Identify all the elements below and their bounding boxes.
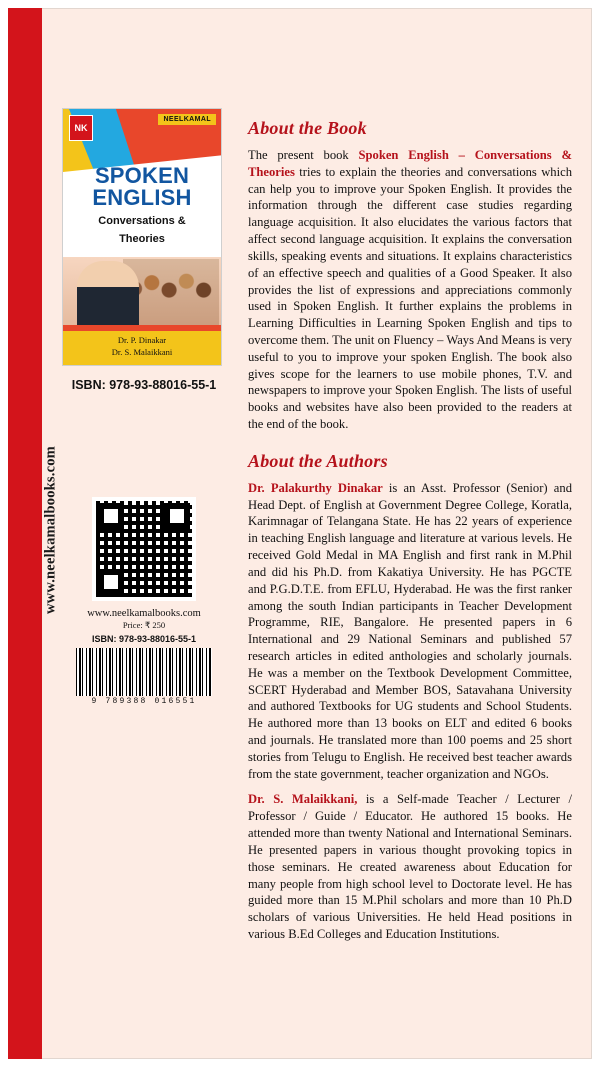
cover-title-line1: SPOKEN xyxy=(94,163,190,188)
about-book-highlight: Spoken English – Conversations & Theories xyxy=(248,148,572,179)
cover-title-block xyxy=(63,165,221,246)
right-column xyxy=(248,118,572,952)
qr-code-wrapper xyxy=(62,498,226,600)
isbn-main-label: ISBN: 978-93-88016-55-1 xyxy=(71,378,217,392)
cover-subtitle-line2: Theories xyxy=(119,233,165,246)
barcode-icon xyxy=(76,648,212,696)
book-cover-thumbnail xyxy=(62,108,222,366)
qr-finder-bottom-left xyxy=(98,569,124,595)
barcode-digits: 9 789388 016551 xyxy=(91,697,197,706)
cover-authors-block xyxy=(63,331,221,365)
publisher-logo-icon: NK xyxy=(69,115,93,141)
about-book-text-after: tries to explain the theories and conversations which can help you to improve your Spoken English. It provides the information through the different case studies regarding language acquisition. It also elucidates the various factors that affect second language acquisition. It explains the conversation skills, speaking events and situations. It explains characteristics of an effective speech and qualities of a Good Speaker. It also provides the list of expressions and appreciations commonly used in Spoken English. It further explains the problems in Learning Difficulties in Learning Spoken English and tips to overcome them. The unit on Fluency – Ways And Means is very useful to you to improve your spoken English. The book also gives scope for the learners to use mobile phones, T.V. and newspapers to improve your Spoken English. The lists of useful books and websites have also been provided to the readers at the end of the book. xyxy=(248,164,572,431)
barcode-wrapper xyxy=(62,648,226,696)
footer-website: www.neelkamalbooks.com xyxy=(87,608,201,619)
left-column xyxy=(62,108,226,706)
footer-price: Price: ₹ 250 xyxy=(122,620,166,630)
spine-website-text: www.neelkamalbooks.com xyxy=(42,446,59,614)
cover-author-2: Dr. S. Malaikkani xyxy=(111,347,173,358)
cover-subtitle-line1: Conversations & xyxy=(98,214,186,227)
about-book-paragraph xyxy=(248,147,572,433)
about-authors-heading: About the Authors xyxy=(248,450,388,471)
author-2-name: Dr. S. Malaikkani, xyxy=(248,792,358,807)
author-2-text: is a Self-made Teacher / Lecturer / Professor / Guide / Educator. He authored 15 books. He attended more than twenty National and International Seminars. He presented papers in various thought provoking topics in those seminars. He created awareness about Education for many people from high school level to Doctorate level. He has guided more than 15 M.Phil scholars and more than 10 Ph.D scholars of various Universities. He held Head positions in various B.Ed Colleges and Education Institutions. xyxy=(248,792,573,941)
author-1-text: is an Asst. Professor (Senior) and Head Dept. of English at Government Degree College, Koratla, Karimnagar of Telangana State. He has 22 years of experience in teaching English language and literature at various levels. He received Gold Medal in MA English and first rank in M.Phil and did his Ph.D. from Kakatiya University. He has PGCTE and P.G.D.T.E. from EFLU, Hyderabad. He was the first ranker among the south Indian participants in Teacher Development Programme, RIE, Bangalore. He presented papers in 6 International and 29 National Seminars and published 57 research articles in edited anthologies and scholarly journals. He was a member on the Textbook Development Committee, SCERT Hyderabad and Member BOS, Satavahana University and authored Textbooks for UG students and School Students. He authored more than 13 books on ELT and edited 6 books and journals. He translated more than 100 poems and 25 short stories from Telugu to English. He received best teacher awards from the state government, teacher organization and NGOs. xyxy=(248,480,572,781)
cover-title-line2: ENGLISH xyxy=(92,185,192,211)
qr-code-icon xyxy=(93,498,195,600)
author-1-name: Dr. Palakurthy Dinakar xyxy=(248,480,383,495)
author-1-paragraph xyxy=(248,480,572,783)
isbn-small-label: ISBN: 978-93-88016-55-1 xyxy=(91,634,197,644)
cover-author-1: Dr. P. Dinakar xyxy=(117,335,167,345)
about-book-text-before: The present book xyxy=(248,148,359,162)
publisher-name-badge: NEELKAMAL xyxy=(158,114,216,125)
about-book-heading: About the Book xyxy=(248,118,367,138)
author-2-paragraph xyxy=(248,791,572,942)
